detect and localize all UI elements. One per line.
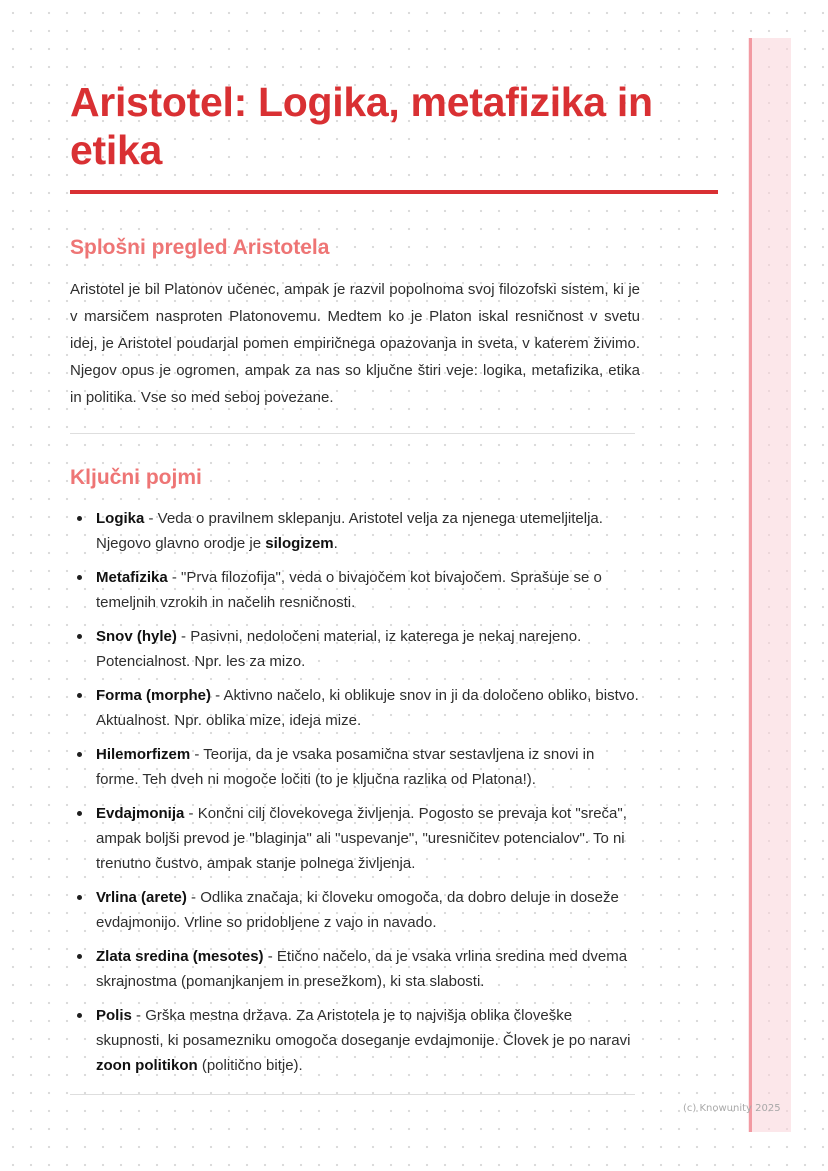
margin-strip: [748, 38, 791, 1132]
key-terms-heading: Ključni pojmi: [70, 466, 202, 489]
overview-section: [70, 234, 640, 411]
term-label: Evdajmonija: [96, 805, 185, 822]
key-terms-list: [70, 506, 640, 1078]
term-label: Zlata sredina (mesotes): [96, 948, 264, 965]
bullet-icon: [77, 811, 82, 816]
overview-heading: Splošni pregled Aristotela: [70, 236, 330, 259]
list-item: [70, 506, 640, 556]
bullet-icon: [77, 895, 82, 900]
bullet-icon: [77, 954, 82, 959]
term-label: Polis: [96, 1007, 132, 1024]
term-description: - Končni cilj človekovega življenja. Pogosto se prevaja kot "sreča", ampak boljši prevod je "blaginja" ali "uspevanje", "uresničitev potencialov". To ni trenutno čustvo, ampak stanje polnega življenja.: [96, 805, 627, 872]
term-label: Snov (hyle): [96, 628, 177, 645]
page-title: Aristotel: Logika, metafizika in etika: [70, 79, 653, 173]
title-divider: [70, 190, 718, 194]
term-label: Forma (morphe): [96, 687, 212, 704]
list-item: [70, 801, 640, 876]
term-description: - Etično načelo, da je vsaka vrlina sredina med dvema skrajnostma (pomanjkanjem in presežkom), ki sta slabosti.: [96, 948, 628, 990]
term-description: - Aktivno načelo, ki oblikuje snov in ji da določeno obliko, bistvo. Aktualnost. Npr. oblika mize, ideja mize.: [96, 687, 639, 729]
section-divider: [70, 433, 635, 434]
term-emphasis: zoon politikon: [96, 1057, 198, 1074]
term-description-end: .: [333, 535, 338, 552]
bullet-icon: [77, 634, 82, 639]
document-body: [70, 78, 653, 1087]
list-item: [70, 944, 640, 994]
copyright-text: (c) Knowunity 2025: [683, 1103, 781, 1114]
term-description: - Veda o pravilnem sklepanju. Aristotel velja za njenega utemeljitelja. Njegovo glavno orodje je: [96, 510, 603, 552]
bullet-icon: [77, 1013, 82, 1018]
list-item: [70, 1003, 640, 1078]
term-description: - "Prva filozofija", veda o bivajočem kot bivajočem. Sprašuje se o temeljnih vzrokih in načelih resničnosti.: [96, 569, 602, 611]
bullet-icon: [77, 693, 82, 698]
bottom-divider: [70, 1094, 635, 1095]
term-description-end: (politično bitje).: [197, 1057, 303, 1074]
key-terms-section: [70, 464, 640, 1078]
list-item: [70, 885, 640, 935]
list-item: [70, 742, 640, 792]
term-label: Vrlina (arete): [96, 889, 187, 906]
list-item: [70, 624, 640, 674]
bullet-icon: [77, 516, 82, 521]
list-item: [70, 683, 640, 733]
term-description: - Teorija, da je vsaka posamična stvar sestavljena iz snovi in forme. Teh dveh ni mogoče ločiti (to je ključna razlika od Platona!).: [96, 746, 595, 788]
bullet-icon: [77, 575, 82, 580]
term-description: - Grška mestna država. Za Aristotela je to najvišja oblika človeške skupnosti, ki posamezniku omogoča doseganje evdajmonije. Človek je po naravi: [96, 1007, 631, 1049]
margin-line: [749, 38, 752, 1132]
term-description: - Odlika značaja, ki človeku omogoča, da dobro deluje in doseže evdajmonijo. Vrline so pridobljene z vajo in navado.: [96, 889, 619, 931]
term-label: Metafizika: [96, 569, 168, 586]
overview-text: Aristotel je bil Platonov učenec, ampak je razvil popolnoma svoj filozofski sistem, ki je v marsičem nasproten Platonovemu. Medtem ko je Platon iskal resničnost v svetu idej, je Aristotel poudarjal pomen empiričnega opazovanja in sveta, v katerem živimo. Njegov opus je ogromen, ampak za nas so ključne štiri veje: logika, metafizika, etika in politika. Vse so med seboj povezane.: [70, 281, 640, 406]
term-label: Hilemorfizem: [96, 746, 191, 763]
term-label: Logika: [96, 510, 145, 527]
list-item: [70, 565, 640, 615]
term-description: - Pasivni, nedoločeni material, iz katerega je nekaj narejeno. Potencialnost. Npr. les za mizo.: [96, 628, 582, 670]
term-emphasis: silogizem: [265, 535, 334, 552]
bullet-icon: [77, 752, 82, 757]
